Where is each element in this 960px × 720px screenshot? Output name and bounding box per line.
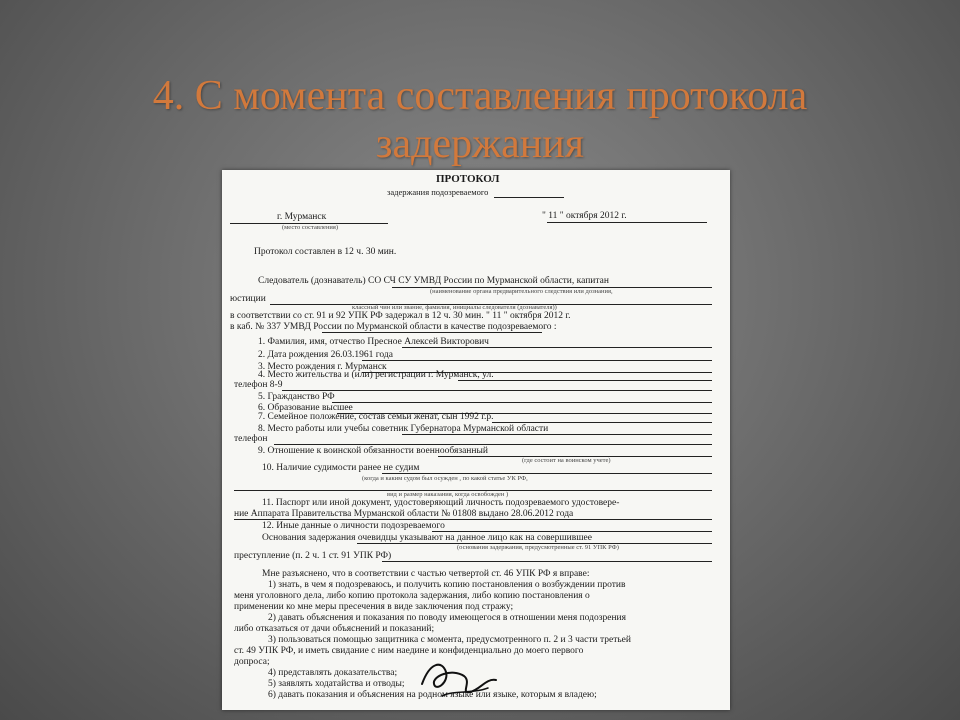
doc-line: 7. Семейное положение, состав семьи женат, сын 1992 г.р. [258, 412, 494, 422]
doc-line: применении ко мне меры пресечения в виде заключения под стражу; [234, 602, 514, 612]
doc-line: телефон [234, 434, 268, 444]
doc-line: 6) давать показания и объяснения на родном языке или языке, которым я владею; [268, 690, 597, 700]
slide-title [0, 72, 960, 168]
doc-line: 5. Гражданство РФ [258, 392, 335, 402]
doc-line: 10. Наличие судимости ранее не судим [262, 463, 420, 473]
document-subheading: задержания подозреваемого [387, 187, 489, 197]
doc-caption: (когда и каким судом был осужден , по какой статье УК РФ, [362, 475, 528, 482]
doc-line: юстиции [230, 294, 266, 304]
doc-line: Основания задержания очевидцы указывают на данное лицо как на совершившее [262, 533, 592, 543]
doc-line: 3. Место рождения г. Мурманск [258, 362, 387, 372]
doc-line: " 11 " октября 2012 г. [542, 211, 627, 221]
doc-line: в соответствии со ст. 91 и 92 УПК РФ задержал в 12 ч. 30 мин. " 11 " октября 2012 г. [230, 311, 571, 321]
doc-caption: (место составления) [282, 224, 339, 231]
doc-line: Мне разъяснено, что в соответствии с частью четвертой ст. 46 УПК РФ я вправе: [262, 569, 590, 579]
doc-line: 2. Дата рождения 26.03.1961 года [258, 350, 393, 360]
doc-line: 2) давать объяснения и показания по поводу имеющегося в отношении меня подозрения [268, 613, 626, 623]
doc-rule [382, 473, 712, 474]
doc-line: 4) представлять доказательства; [268, 668, 398, 678]
doc-caption: классный чин или звание, фамилия, инициалы следователя (дознавателя)) [352, 304, 557, 311]
doc-caption: (основания задержания, предусмотренные ст. 91 УПК РФ) [457, 544, 619, 551]
doc-caption: (где состоит на воинском учете) [522, 457, 611, 464]
doc-line: 1. Фамилия, имя, отчество Пресное Алексей Викторович [258, 337, 489, 347]
doc-rule [432, 531, 712, 532]
subheading-underline [494, 197, 564, 198]
doc-line: в каб. № 337 УМВД России по Мурманской области в качестве подозреваемого : [230, 322, 557, 332]
doc-line: Следователь (дознаватель) СО СЧ СУ УМВД России по Мурманской области, капитан [258, 276, 609, 286]
doc-line: меня уголовного дела, либо копию протокола задержания, либо копию постановления о [234, 591, 590, 601]
doc-line: 8. Место работы или учебы советник Губернатора Мурманской области [258, 424, 549, 434]
doc-rule [282, 390, 712, 391]
doc-rule [332, 402, 712, 403]
doc-rule [402, 434, 712, 435]
doc-rule [362, 360, 712, 361]
doc-line: 3) пользоваться помощью защитника с момента, предусмотренного п. 2 и 3 части третьей [268, 635, 631, 645]
doc-rule [458, 380, 712, 381]
doc-line: допроса; [234, 657, 270, 667]
doc-line: 9. Отношение к воинской обязанности военнообязанный [258, 446, 488, 456]
doc-line: телефон 8-9 [234, 380, 283, 390]
doc-line: 5) заявлять ходатайства и отводы; [268, 679, 405, 689]
doc-rule [234, 519, 712, 520]
doc-rule [382, 561, 712, 562]
doc-line: г. Мурманск [277, 212, 327, 222]
doc-line: преступление (п. 2 ч. 1 ст. 91 УПК РФ) [234, 551, 392, 561]
doc-rule [402, 347, 712, 348]
doc-line: ние Аппарата Правительства Мурманской области № 01808 выдано 28.06.2012 года [234, 509, 574, 519]
document-heading: ПРОТОКОЛ [436, 173, 500, 185]
doc-caption: (наименование органа предварительного следствия или дознания, [430, 288, 613, 295]
doc-line: Протокол составлен в 12 ч. 30 мин. [254, 247, 397, 257]
doc-rule [547, 222, 707, 223]
slide-title-line-2: задержания [375, 121, 585, 167]
doc-rule [274, 444, 712, 445]
doc-line: 12. Иные данные о личности подозреваемого [262, 521, 445, 531]
doc-caption: вид и размер наказания, когда освобожден ) [387, 491, 509, 498]
doc-rule [492, 422, 712, 423]
doc-line: 6. Образование высшее [258, 403, 353, 413]
protocol-document-scan [222, 170, 730, 710]
doc-rule [322, 332, 542, 333]
doc-line: 4. Место жительства и (или) регистрации г. Мурманск, ул. [258, 370, 494, 380]
doc-line: 11. Паспорт или иной документ, удостоверяющий личность подозреваемого удостовере- [262, 498, 620, 508]
slide-title-line-1: 4. С момента составления протокола [152, 73, 808, 119]
doc-line: либо отказаться от дачи объяснений и показаний; [234, 624, 435, 634]
doc-line: ст. 49 УПК РФ, и иметь свидание с ним наедине и конфиденциально до моего первого [234, 646, 584, 656]
doc-line: 1) знать, в чем я подозреваюсь, и получить копию постановления о возбуждении против [268, 580, 626, 590]
handwritten-signature [412, 654, 502, 704]
